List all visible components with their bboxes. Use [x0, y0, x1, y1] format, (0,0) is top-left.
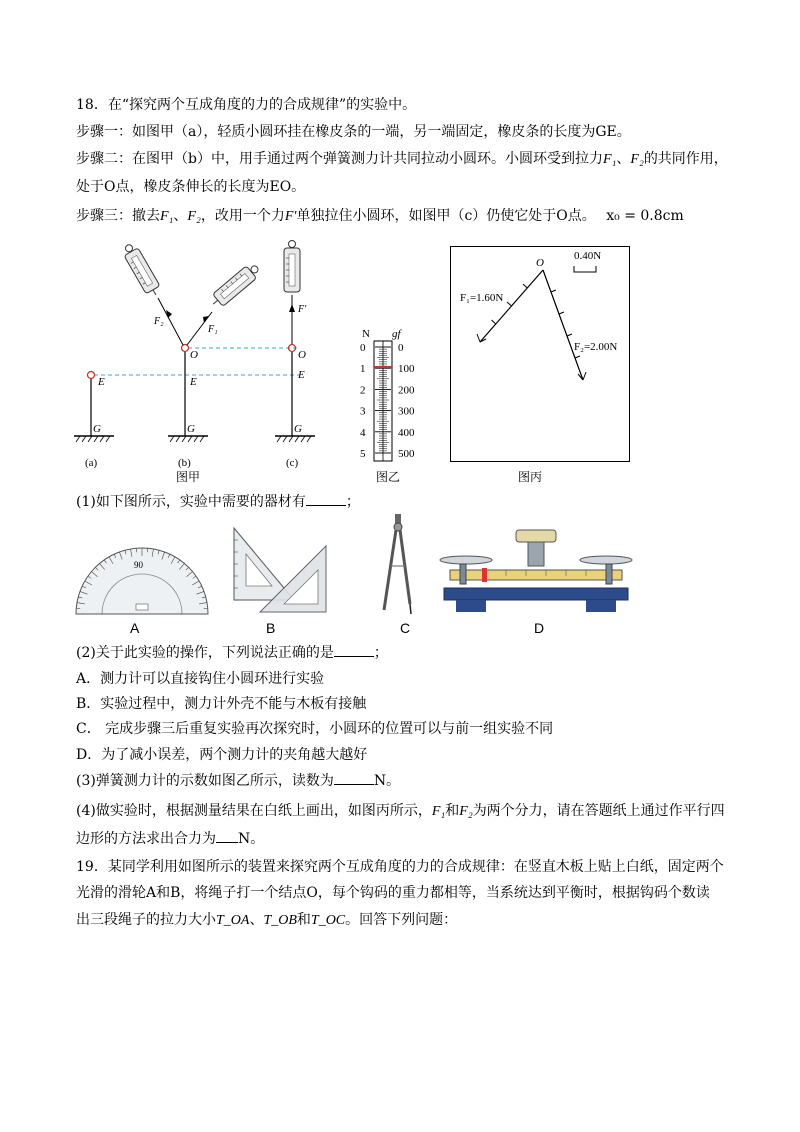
instrument-set-squares — [230, 520, 330, 620]
bing-F1-label: F₁=1.60N — [460, 292, 504, 304]
label-D: D — [534, 620, 545, 636]
instrument-balance — [436, 526, 636, 618]
q4-line2-post: N。 — [238, 831, 265, 847]
setup-b — [120, 241, 262, 442]
caption-bing: 图丙 — [517, 470, 542, 484]
q1-text: (1)如下图所示，实验中需要的器材有 — [76, 494, 306, 510]
separator: 、 — [616, 151, 631, 167]
scale-label-gf: 500 — [398, 448, 415, 460]
option-B[interactable]: B．实验过程中，测力计外壳不能与木板有接触 — [76, 696, 367, 712]
figure-yi — [340, 325, 440, 470]
q4-and: 和 — [445, 803, 460, 819]
q1-post: ； — [345, 494, 360, 510]
scale-label-N: 5 — [360, 448, 366, 460]
caption-yi: 图乙 — [375, 470, 400, 484]
q19-line3 — [76, 911, 457, 930]
q19-line3-pre: 出三段绳子的拉力大小 — [76, 912, 216, 928]
label-F2: F₂ — [154, 316, 164, 327]
scale-label-gf: 100 — [398, 363, 415, 376]
q3 — [76, 772, 400, 790]
f1-symbol: F₁ — [602, 152, 617, 167]
q18-step2-line1 — [76, 150, 728, 169]
q1 — [76, 493, 360, 511]
x0-value: x₀ = 0.8cm — [606, 208, 684, 224]
q1-blank[interactable] — [306, 505, 346, 506]
step3-mid: ，改用一个力 — [200, 208, 285, 224]
scale-label-N: 3 — [360, 405, 366, 418]
step3-pre: 步骤三：撤去 — [76, 208, 160, 224]
label-A: A — [130, 620, 140, 636]
sub-caption-b: (b) — [178, 457, 191, 469]
q19-and: 和 — [296, 912, 311, 928]
spring-balance-right — [208, 261, 262, 310]
q18-step3 — [76, 207, 684, 226]
q18-step1: 步骤一：如图甲（a），轻质小圆环挂在橡皮条的一端，另一端固定，橡皮条的长度为GE。 — [76, 124, 631, 140]
q2-blank[interactable] — [334, 656, 374, 657]
label-E-b: E — [190, 376, 197, 388]
instrument-protractor — [72, 540, 212, 620]
f2-symbol: F₂ — [187, 209, 201, 224]
label-E-a: E — [98, 376, 105, 388]
q4-line2-text: 边形的方法求出合力为 — [76, 831, 216, 847]
q4-line1 — [76, 802, 725, 821]
scale-label-gf: 0 — [398, 342, 404, 354]
sub-caption-c: (c) — [286, 457, 299, 469]
label-O-c: O — [298, 349, 306, 361]
label-B: B — [266, 620, 276, 636]
setup-c — [275, 241, 315, 443]
label-Fprime: F′ — [298, 304, 307, 315]
q18-intro: 18．在“探究两个互成角度的力的合成规律”的实验中。 — [76, 97, 417, 113]
scale-label-gf: 200 — [398, 384, 415, 397]
unit-gf: gf — [392, 328, 401, 340]
q2-post: ； — [373, 645, 388, 661]
label-F1: F₁ — [208, 324, 218, 335]
f1-symbol: F₁ — [160, 209, 174, 224]
q3-blank[interactable] — [334, 784, 374, 785]
q3-post: N。 — [373, 773, 401, 789]
q2-text: (2)关于此实验的操作，下列说法正确的是 — [76, 645, 334, 661]
q19-line1: 19．某同学利用如图所示的装置来探究两个互成角度的力的合成规律：在竖直木板上贴上白纸，固定两个 — [76, 859, 724, 875]
ring-a — [88, 372, 95, 379]
label-G-c: G — [294, 423, 302, 435]
q4-blank[interactable] — [216, 842, 238, 843]
instrument-compass — [378, 512, 418, 617]
unit-N: N — [362, 328, 370, 340]
option-A[interactable]: A．测力计可以直接钩住小圆环进行实验 — [76, 671, 325, 687]
q3-text: (3)弹簧测力计的示数如图乙所示，读数为 — [76, 773, 334, 789]
ring-b — [182, 345, 189, 352]
label-G-a: G — [93, 423, 101, 435]
fprime-symbol: F′ — [284, 209, 297, 224]
step2-pre: 步骤二：在图甲（b）中，用手通过两个弹簧测力计共同拉动小圆环。小圆环受到拉力 — [76, 151, 603, 167]
label-O-b: O — [190, 349, 198, 361]
figure-jia — [70, 240, 350, 480]
step3-post: 单独拉住小圆环，如图甲（c）仍使它处于O点。 — [296, 208, 596, 224]
T-OB: T_OB — [263, 913, 297, 928]
q18-step2-line2: 处于O点，橡皮条伸长的长度为EO。 — [76, 179, 306, 195]
f1-symbol: F₁ — [431, 804, 446, 819]
bing-O: O — [536, 257, 544, 269]
separator: 、 — [173, 208, 188, 224]
label-C: C — [400, 620, 411, 636]
q4-text: (4)做实验时，根据测量结果在白纸上画出，如图丙所示， — [76, 803, 432, 819]
label-G-b: G — [187, 423, 195, 435]
step2-post: 的共同作用， — [643, 151, 728, 167]
T-OA: T_OA — [216, 913, 250, 928]
figure-bing — [450, 246, 630, 462]
scale-label-N: 1 — [360, 363, 366, 376]
option-C[interactable]: C． 完成步骤三后重复实验再次探究时，小圆环的位置可以与前一组实验不同 — [76, 721, 554, 737]
spring-balance-left — [120, 241, 163, 299]
separator: 、 — [249, 912, 264, 928]
bing-scale-label: 0.40N — [574, 250, 602, 262]
T-OC: T_OC — [310, 913, 346, 928]
q19-line2: 光滑的滑轮A和B，将绳子打一个结点O，每个钩码的重力都相等，当系统达到平衡时，根据钩码个数读 — [76, 885, 710, 901]
f2-symbol: F₂ — [459, 804, 473, 819]
scale-label-gf: 300 — [398, 405, 415, 418]
scale-label-gf: 400 — [398, 426, 415, 439]
caption-jia: 图甲 — [175, 470, 200, 484]
q4-post: 为两个分力，请在答题纸上通过作平行四 — [472, 803, 725, 819]
f2-symbol: F₂ — [630, 152, 644, 167]
q2 — [76, 644, 388, 662]
scale-label-N: 0 — [360, 342, 366, 354]
q4-line2 — [76, 830, 264, 848]
scale-label-N: 4 — [360, 426, 366, 439]
protractor-90: 90 — [134, 560, 143, 570]
q19-line3-post: 。回答下列问题： — [345, 912, 458, 928]
bing-F2-label: F₂=2.00N — [574, 341, 618, 353]
scale-label-N: 2 — [360, 384, 366, 397]
spring-balance-vertical — [284, 241, 300, 293]
label-E-c: E — [298, 369, 305, 381]
sub-caption-a: (a) — [85, 457, 98, 469]
option-D[interactable]: D．为了减小误差，两个测力计的夹角越大越好 — [76, 747, 368, 763]
